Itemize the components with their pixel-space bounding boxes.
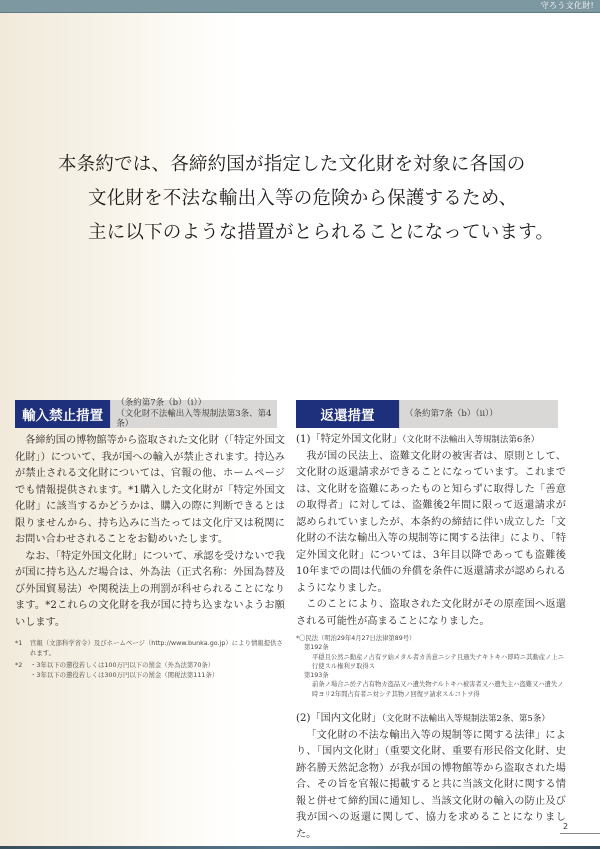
paragraph: なお、「特定外国文化財」について、承認を受けないで我が国に持ち込んだ場合は、外為法（正式名称：外国為替及び外国貿易法）や関税法上の刑罰が科せられることになります。*2これらの文化財を我が国に持ち込まないようお願いします。 xyxy=(15,550,285,628)
footnote-text: 官報（文部科学省令）及びホームページ（http://www.bunka.go.jp）により情報提供されます。 xyxy=(30,639,283,657)
subsection-heading: (2)「国内文化財」 xyxy=(296,713,382,725)
reference-line: （条約第7条（b）（ii）） xyxy=(405,408,498,419)
section-label: 輸入禁止措置 xyxy=(15,400,111,428)
law-title: *〇民法（明治29年4月27日法律第89号） xyxy=(296,635,416,642)
lead-line: 文化財を不法な輸出入等の危険から保護するため、 xyxy=(88,188,518,209)
civil-code-excerpt xyxy=(296,634,566,699)
banner-title: 守ろう文化財! xyxy=(540,1,594,10)
paragraph: このことにより、盗取された文化財がその原産国へ返還される可能性が高まることになりました。 xyxy=(296,599,566,627)
section-references xyxy=(111,400,277,428)
section-body xyxy=(296,728,569,844)
footnote-mark: *2 xyxy=(15,661,23,669)
subsection-heading: (1)「特定外国文化財」 xyxy=(296,434,403,445)
section-references xyxy=(400,400,498,428)
footnote-mark: *1 xyxy=(15,639,23,647)
footnote xyxy=(15,661,285,671)
lead-line: 本条約では、各締約国が指定した文化財を対象に各国の xyxy=(58,154,526,175)
paragraph: 我が国の民法上、盗難文化財の被害者は、原則として、文化財の返還請求ができることになっています。これまでは、文化財を盗難にあったものと知らずに取得した「善意の取得者」に対しては、盗難後2年間に限って返還請求が認められていましたが、本条約の締結に伴い成立した「文化財の不法な輸出入等の規制等に関する法律」により、「特定外国文化財」については、3年目以降であっても盗難後10年までの間は代価の弁償を条件に返還請求が認められるようになりました。 xyxy=(296,450,566,594)
section-body xyxy=(15,433,285,631)
paragraph: 「文化財の不法な輸出入等の規制等に関する法律」により、「国内文化財」（重要文化財、重要有形民俗文化財、史跡名勝天然記念物）が我が国の博物館等から盗取された場合、その旨を官報に掲載すると共に当該文化財に関する情報と併せて締約国に通知し、当該文化財の輸入の防止及び我が国への返還に関して、協力を求めることになりました。 xyxy=(296,729,566,840)
article-number: 第193条 xyxy=(304,672,329,680)
article-text: 前条ノ場合ニ於テ占有物カ盗品又ハ遺失物ナルトキハ被害者又ハ遺失主ハ盗難又ハ遺失ノ時ヨリ2年間占有者ニ対シテ其物ノ回復ヲ請求スルコトヲ得 xyxy=(312,681,564,698)
footnote-text: ・3年以下の懲役若しくは100万円以下の罰金（外為法第70条） xyxy=(30,661,215,669)
subsection-title xyxy=(296,432,566,449)
subsection-ref: （文化財不法輸出入等規制法第6条） xyxy=(402,435,540,445)
section-header xyxy=(296,400,558,428)
footnotes xyxy=(15,639,285,680)
footnote-text: ・3年以下の懲役若しくは300万円以下の罰金（関税法第111条） xyxy=(30,670,219,679)
return-section xyxy=(296,400,569,843)
article-text: 平穏且公然ニ動産ノ占有ヲ始メタル者カ善意ニシテ且過失ナキトキハ即時ニ其動産ノ上ニ行使スル権利ヲ取得ス xyxy=(312,653,564,670)
import-ban-section xyxy=(15,400,285,683)
lead-line: 主に以下のような措置がとられることになっています。 xyxy=(88,222,555,243)
page-number-rule xyxy=(560,833,600,834)
reference-line: （条約第7条（b）（i）） xyxy=(116,398,207,409)
paragraph: 各締約国の博物館等から盗取された文化財（「特定外国文化財」）について、我が国への輸入が禁止されます。持込みが禁止される文化財については、官報の他、ホームページでも情報提供されます。*1購入した文化財が「特定外国文化財」に該当するかどうかは、購入の際に判断できるとは限りませんから、持ち込みに当たっては文化庁又は税関にお問い合わせされることをお勧めいたします。 xyxy=(15,435,285,545)
section-body xyxy=(296,449,566,631)
top-banner xyxy=(0,0,600,13)
reference-line: （文化財不法輸出入等規制法第3条、第4条） xyxy=(116,408,272,430)
footnote xyxy=(15,671,285,681)
section-label: 返還措置 xyxy=(296,400,400,428)
article-number: 第192条 xyxy=(304,644,329,652)
subsection-ref: （文化財不法輸出入等規制法第2条、第5条） xyxy=(381,714,550,725)
footnote xyxy=(15,639,285,658)
page-number: 2 xyxy=(563,822,569,831)
section-header xyxy=(15,400,277,428)
subsection-title xyxy=(296,711,566,728)
lead-statement xyxy=(58,148,578,250)
footnote-mark xyxy=(15,671,30,681)
